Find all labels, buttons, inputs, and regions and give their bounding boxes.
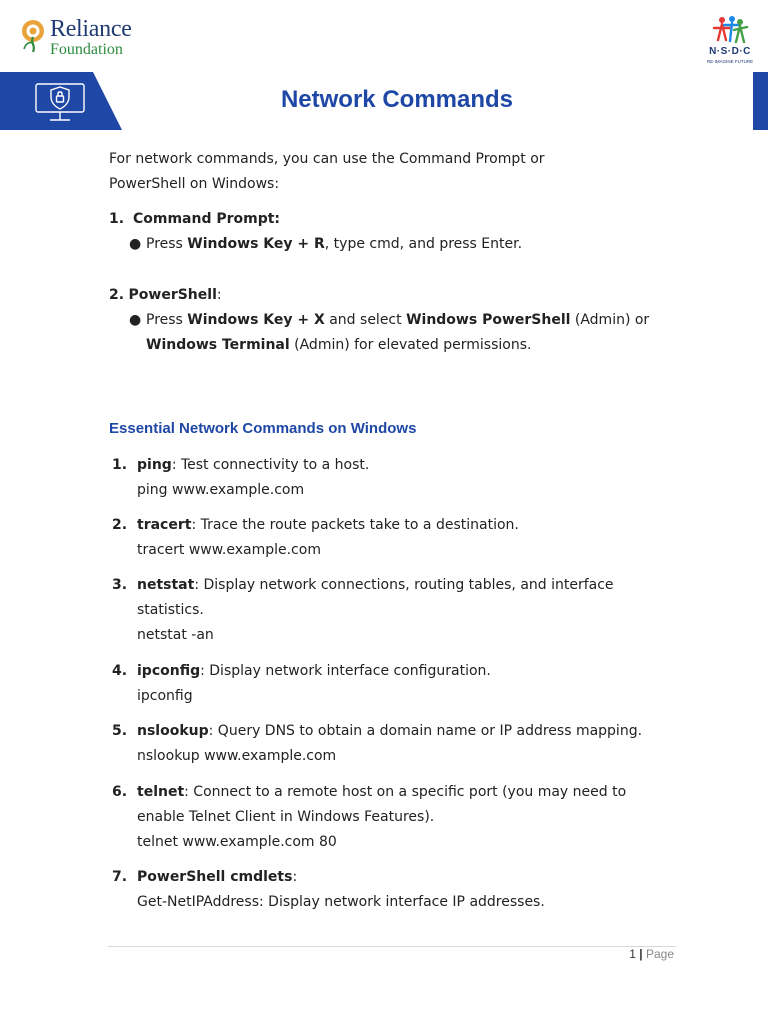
bullet-item: ● Press Windows Key + R, type cmd, and press Enter. — [129, 232, 709, 258]
command-description: : — [292, 869, 298, 885]
command-description: : Query DNS to obtain a domain name or IP address mapping. — [208, 723, 643, 739]
title-banner-right — [753, 72, 768, 130]
reliance-emblem-icon — [20, 19, 46, 53]
bullet-dot: ● — [129, 236, 142, 252]
step-command-prompt — [109, 207, 280, 232]
command-name: ping — [137, 457, 172, 473]
command-number: 5. — [112, 723, 128, 739]
step-number: 2. — [109, 287, 125, 303]
command-example: nslookup www.example.com — [137, 748, 337, 764]
intro-paragraph — [109, 147, 669, 197]
step-number: 1. — [109, 211, 125, 227]
section-heading: Essential Network Commands on Windows — [109, 420, 417, 437]
step-title: Command Prompt: — [132, 211, 281, 227]
command-description: : Display network interface configuration. — [200, 663, 491, 679]
command-description: : Test connectivity to a host. — [171, 457, 370, 473]
page-footer — [560, 947, 674, 961]
command-number: 4. — [112, 663, 128, 679]
keyboard-shortcut: Windows Key + R — [187, 236, 325, 252]
intro-line: PowerShell on Windows: — [109, 176, 280, 192]
command-name: PowerShell cmdlets — [137, 869, 293, 885]
command-example: telnet www.example.com 80 — [137, 834, 337, 850]
command-number: 7. — [112, 869, 128, 885]
command-name: tracert — [137, 517, 192, 533]
command-description-cont: enable Telnet Client in Windows Features). — [137, 809, 435, 825]
command-number: 3. — [112, 577, 128, 593]
command-name: nslookup — [137, 723, 209, 739]
reliance-foundation-logo — [20, 16, 160, 62]
command-name: telnet — [137, 784, 185, 800]
page-number: 1 — [629, 947, 636, 961]
step-title: PowerShell — [128, 287, 217, 303]
command-description: : Connect to a remote host on a specific port (you may need to — [184, 784, 627, 800]
command-number: 1. — [112, 457, 128, 473]
bullet-dot: ● — [129, 312, 142, 328]
command-example: netstat -an — [137, 627, 214, 643]
keyboard-shortcut: Windows Key + X — [187, 312, 325, 328]
command-description-cont: statistics. — [137, 602, 204, 618]
title-banner-left — [0, 72, 122, 130]
page-label: Page — [645, 947, 674, 961]
bullet-item: ● Press Windows Key + X and select Windows PowerShell (Admin) or Windows Terminal (Admin) for elevated permissions. — [129, 308, 709, 360]
command-number: 2. — [112, 517, 128, 533]
page-separator: | — [639, 947, 643, 961]
command-number: 6. — [112, 784, 128, 800]
command-example: ping www.example.com — [137, 482, 305, 498]
command-description: : Trace the route packets take to a destination. — [191, 517, 519, 533]
logo-subname: Foundation — [50, 41, 123, 58]
intro-line: For network commands, you can use the Command Prompt or — [109, 151, 545, 167]
command-name: netstat — [137, 577, 195, 593]
logo-name: Reliance — [50, 16, 132, 42]
step-powershell: 2. PowerShell: — [109, 287, 222, 303]
command-example: Get-NetIPAddress: Display network interface IP addresses. — [137, 894, 545, 910]
page-title: Network Commands — [280, 86, 514, 113]
banner-shape — [0, 72, 122, 130]
nsdc-letters: N·S·D·C — [709, 46, 751, 57]
command-name: ipconfig — [137, 663, 201, 679]
nsdc-logo — [700, 14, 760, 70]
command-example: tracert www.example.com — [137, 542, 321, 558]
command-example: ipconfig — [137, 688, 193, 704]
nsdc-people-icon — [700, 14, 760, 48]
command-description: : Display network connections, routing tables, and interface — [194, 577, 614, 593]
nsdc-tagline: RE-IMAGINE FUTURE — [706, 59, 754, 64]
